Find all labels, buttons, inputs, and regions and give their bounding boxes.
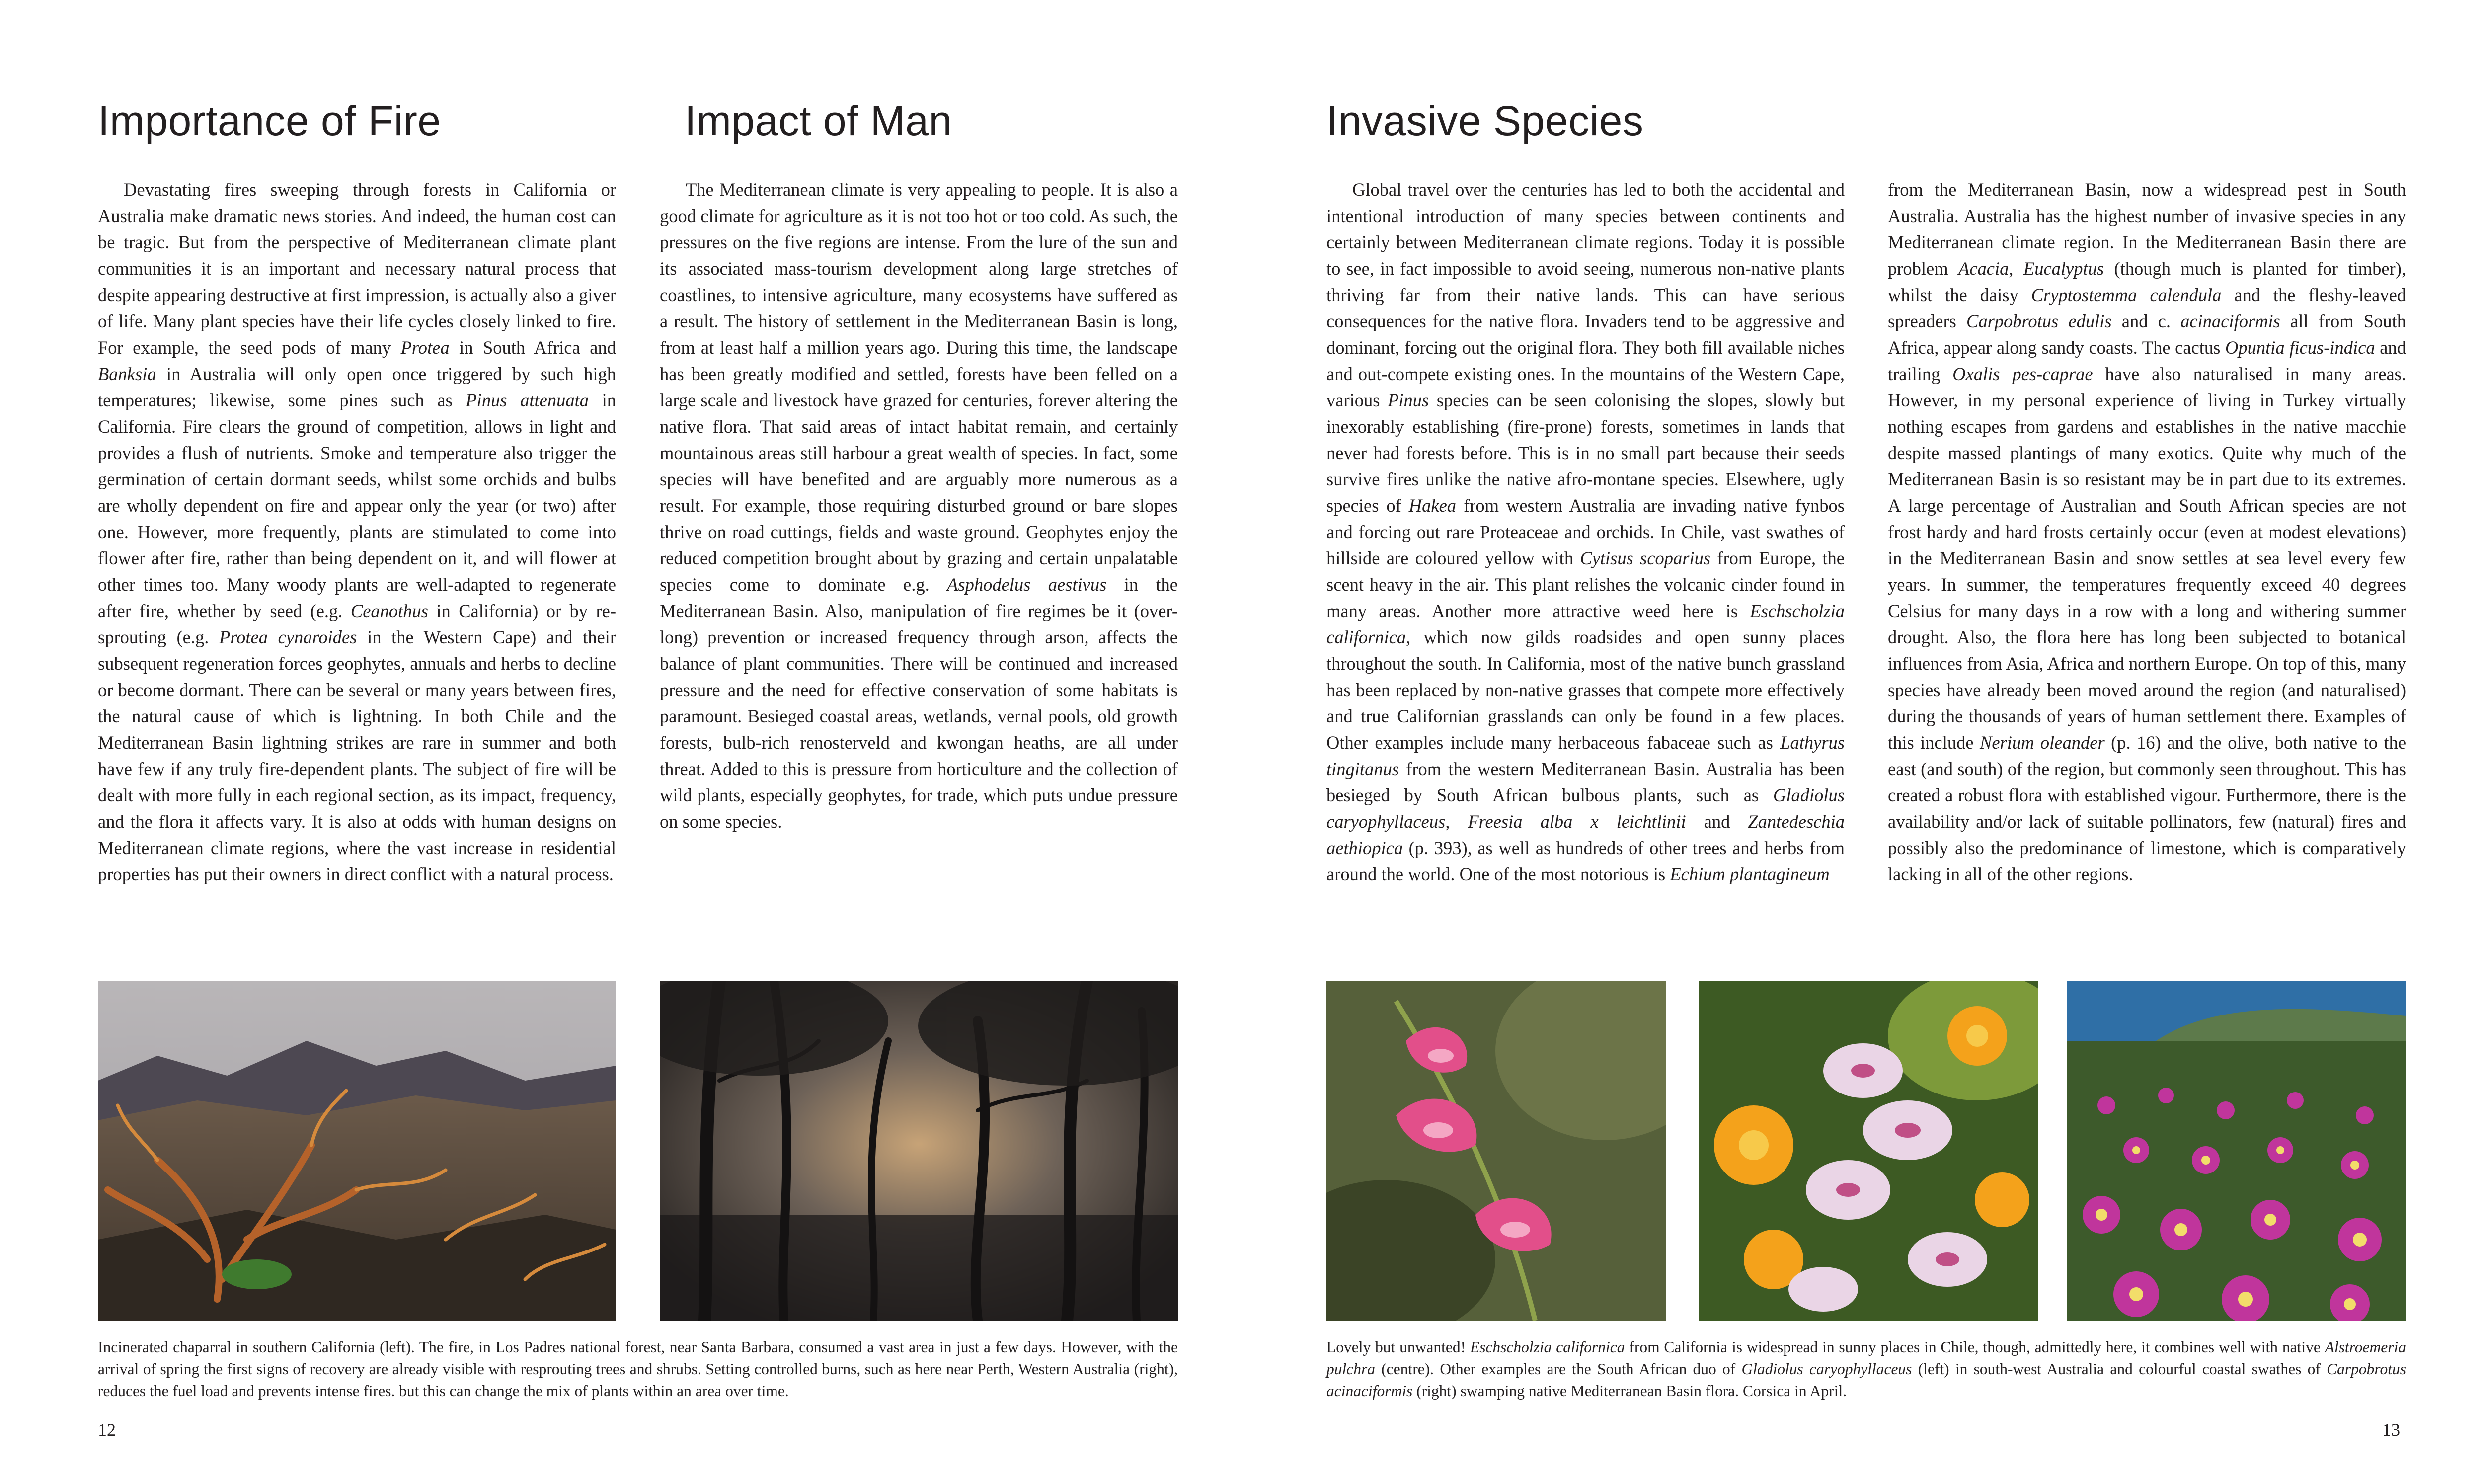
- man-text-column: [660, 176, 1178, 922]
- italic-term: Eschscholzia californica: [1470, 1338, 1625, 1356]
- photo-burned-chaparral: [98, 981, 616, 1321]
- italic-term: Opuntia ficus-indica: [2225, 337, 2375, 358]
- italic-term: Oxalis pes-caprae: [1952, 364, 2093, 384]
- photo-eschscholzia-alstroemeria: [1699, 981, 2038, 1321]
- italic-term: Alstroemeria pulchra: [1326, 1338, 2406, 1378]
- heading-impact-of-man: Impact of Man: [685, 97, 952, 144]
- italic-term: Gladiolus caryophyllaceus, Freesia alba x leichtlinii: [1326, 785, 1845, 832]
- photo-gladiolus: [1326, 981, 1666, 1321]
- italic-term: Carpobrotus acinaciformis: [1326, 1360, 2406, 1400]
- heading-invasive-species: Invasive Species: [1326, 97, 1644, 144]
- fire-text-column: [98, 176, 616, 922]
- italic-term: Pinus: [1388, 390, 1429, 410]
- italic-term: Gladiolus caryophyllaceus: [1741, 1360, 1912, 1378]
- invasive-paragraph-2: from the Mediterranean Basin, now a widespread pest in South Australia. Australia has the highest number of invasive species in any Mediterranean climate region. In the Mediterranean Basin there are problem Acacia, Eucalyptus (though much is planted for timber), whilst the daisy Cryptostemma calendula and the fleshy-leaved spreaders Carpobrotus edulis and c. acinaciformis all from South Africa, appear along sandy coasts. The cactus Opuntia ficus-indica and trailing Oxalis pes-caprae have also naturalised in many areas. However, in my personal experience of living in Turkey virtually nothing escapes from gardens and establishes in the native macchie despite massed plantings of many exotics. Quite why much of the Mediterranean Basin is so resistant may be in part due to its extremes. A large percentage of Australian and South African species are not frost hardy and hard frosts certainly occur (even at modest elevations) in the Mediterranean Basin and snow settles at sea level every few years. In summer, the temperatures frequently exceed 40 degrees Celsius for many days in a row with a long and withering summer drought. Also, the flora here has long been subjected to botanical influences from Asia, Africa and northern Europe. On top of this, many species have already been moved around the region (and naturalised) during the thousands of years of human settlement there. Examples of this include Nerium oleander (p. 16) and the olive, both native to the east (and south) of the region, but commonly seen throughout. This has created a robust flora with established vigour. Furthermore, there is the availability and/or lack of suitable pollinators, few (natural) fires and possibly also the predominance of limestone, which is comparatively lacking in all of the other regions.: [1888, 179, 2406, 884]
- heading-importance-of-fire: Importance of Fire: [98, 97, 441, 144]
- italic-term: Lathyrus tingitanus: [1326, 732, 1845, 779]
- italic-term: Cytisus scoparius: [1580, 548, 1711, 568]
- page-number-left: 12: [98, 1420, 116, 1440]
- italic-term: Protea: [400, 337, 450, 358]
- italic-term: Echium plantagineum: [1670, 864, 1830, 884]
- photo-controlled-burn-forest: [660, 981, 1178, 1321]
- italic-term: Nerium oleander: [1980, 732, 2105, 753]
- italic-term: Cryptostemma calendula: [2031, 285, 2222, 305]
- italic-term: Zantedeschia aethiopica: [1326, 811, 1845, 858]
- italic-term: Pinus attenuata: [466, 390, 589, 410]
- photo-carpobrotus-corsica: [2067, 981, 2406, 1321]
- italic-term: acinaciformis: [2180, 311, 2280, 331]
- italic-term: Protea cynaroides: [219, 627, 357, 647]
- left-caption: Incinerated chaparral in southern California (left). The fire, in Los Padres national forest, near Santa Barbara, consumed a vast area in just a few days. However, with the arrival of spring the first signs of recovery are already visible with resprouting trees and shrubs. Setting controlled burns, such as here near Perth, Western Australia (right), reduces the fuel load and prevents intense fires. but this can change the mix of plants within an area over time.: [98, 1338, 1178, 1400]
- italic-term: Hakea: [1408, 495, 1457, 516]
- italic-term: Banksia: [98, 364, 156, 384]
- italic-term: Asphodelus aestivus: [947, 574, 1107, 595]
- italic-term: Carpobrotus edulis: [1966, 311, 2112, 331]
- invasive-text-column-1: [1326, 176, 1845, 922]
- invasive-text-column-2: [1888, 176, 2406, 922]
- man-paragraph: The Mediterranean climate is very appealing to people. It is also a good climate for agriculture as it is not too hot or too cold. As such, the pressures on the five regions are intense. From the lure of the sun and its associated mass-tourism development along large stretches of coastlines, to intensive agriculture, many ecosystems have suffered as a result. The history of settlement in the Mediterranean Basin is long, from at least half a million years ago. During this time, the landscape has been greatly modified and settled, forests have been felled on a large scale and livestock have grazed for centuries, forever altering the native flora. That said areas of intact habitat remain, and certainly mountainous areas still harbour a great wealth of species. In fact, some species will have benefited and are arguably more numerous as a result. For example, those requiring disturbed ground or bare slopes thrive on road cuttings, fields and waste ground. Geophytes enjoy the reduced competition brought about by grazing and certain unpalatable species come to dominate e.g. Asphodelus aestivus in the Mediterranean Basin. Also, manipulation of fire regimes be it (over-long) prevention or increased frequency through arson, affects the balance of plant communities. There will be continued and increased pressure and the need for effective conservation of some habitats is paramount. Besieged coastal areas, wetlands, vernal pools, old growth forests, bulb-rich renosterveld and kwongan heaths, are all under threat. Added to this is pressure from horticulture and the collection of wild plants, especially geophytes, for trade, which puts undue pressure on some species.: [660, 179, 1178, 832]
- invasive-paragraph-1: Global travel over the centuries has led to both the accidental and intentional introduction of many species between continents and certainly between Mediterranean climate regions. Today it is possible to see, in fact impossible to avoid seeing, numerous non-native plants thriving far from their native lands. This can have serious consequences for the native flora. Invaders tend to be aggressive and dominant, forcing out the original flora. They both fill available niches and out-compete existing ones. In the mountains of the Western Cape, various Pinus species can be seen colonising the slopes, slowly but inexorably establishing (fire-prone) forests, sometimes in lands that never had forests before. This is in no small part because their seeds survive fires unlike the native afro-montane species. Elsewhere, ugly species of Hakea from western Australia are invading native fynbos and forcing out rare Proteaceae and orchids. In Chile, vast swathes of hillside are coloured yellow with Cytisus scoparius from Europe, the scent heavy in the air. This plant relishes the volcanic cinder found in many areas. Another more attractive weed here is Eschscholzia californica, which now gilds roadsides and open sunny places throughout the south. In California, most of the native bunch grassland has been replaced by non-native grasses that compete more effectively and true Californian grasslands can only be found in a few places. Other examples include many herbaceous fabaceae such as Lathyrus tingitanus from the western Mediterranean Basin. Australia has been besieged by South African bulbous plants, such as Gladiolus caryophyllaceus, Freesia alba x leichtlinii and Zantedeschia aethiopica (p. 393), as well as hundreds of other trees and herbs from around the world. One of the most notorious is Echium plantagineum: [1326, 179, 1845, 884]
- right-caption: Lovely but unwanted! Eschscholzia californica from California is widespread in sunny places in Chile, though, admittedly here, it combines well with native Alstroemeria pulchra (centre). Other examples are the South African duo of Gladiolus caryophyllaceus (left) in south-west Australia and colourful coastal swathes of Carpobrotus acinaciformis (right) swamping native Mediterranean Basin flora. Corsica in April.: [1326, 1338, 2406, 1400]
- italic-term: Eschscholzia californica: [1326, 601, 1845, 647]
- fire-paragraph: Devastating fires sweeping through forests in California or Australia make dramatic news stories. And indeed, the human cost can be tragic. But from the perspective of Mediterranean climate plant communities it is an important and necessary natural process that despite appearing destructive at first impression, is actually also a giver of life. Many plant species have their life cycles closely linked to fire. For example, the seed pods of many Protea in South Africa and Banksia in Australia will only open once triggered by such high temperatures; likewise, some pines such as Pinus attenuata in California. Fire clears the ground of competition, allows in light and provides a flush of nutrients. Smoke and temperature also trigger the germination of certain dormant seeds, whilst some orchids and bulbs are wholly dependent on fire and appear only the year (or two) after one. However, more frequently, plants are stimulated to come into flower after fire, rather than being dependent on it, and will flower at other times too. Many woody plants are well-adapted to regenerate after fire, whether by seed (e.g. Ceanothus in California) or by re-sprouting (e.g. Protea cynaroides in the Western Cape) and their subsequent regeneration forces geophytes, annuals and herbs to decline or become dormant. There can be several or many years between fires, the natural cause of which is lightning. In both Chile and the Mediterranean Basin lightning strikes are rare in summer and both have few if any truly fire-dependent plants. The subject of fire will be dealt with more fully in each regional section, as its impact, frequency, and the flora it affects vary. It is also at odds with human designs on Mediterranean climate regions, where the vast increase in residential properties has put their owners in direct conflict with a natural process.: [98, 179, 616, 884]
- italic-term: Ceanothus: [350, 601, 428, 621]
- italic-term: Acacia, Eucalyptus: [1958, 258, 2104, 279]
- page-number-right: 13: [2382, 1420, 2400, 1440]
